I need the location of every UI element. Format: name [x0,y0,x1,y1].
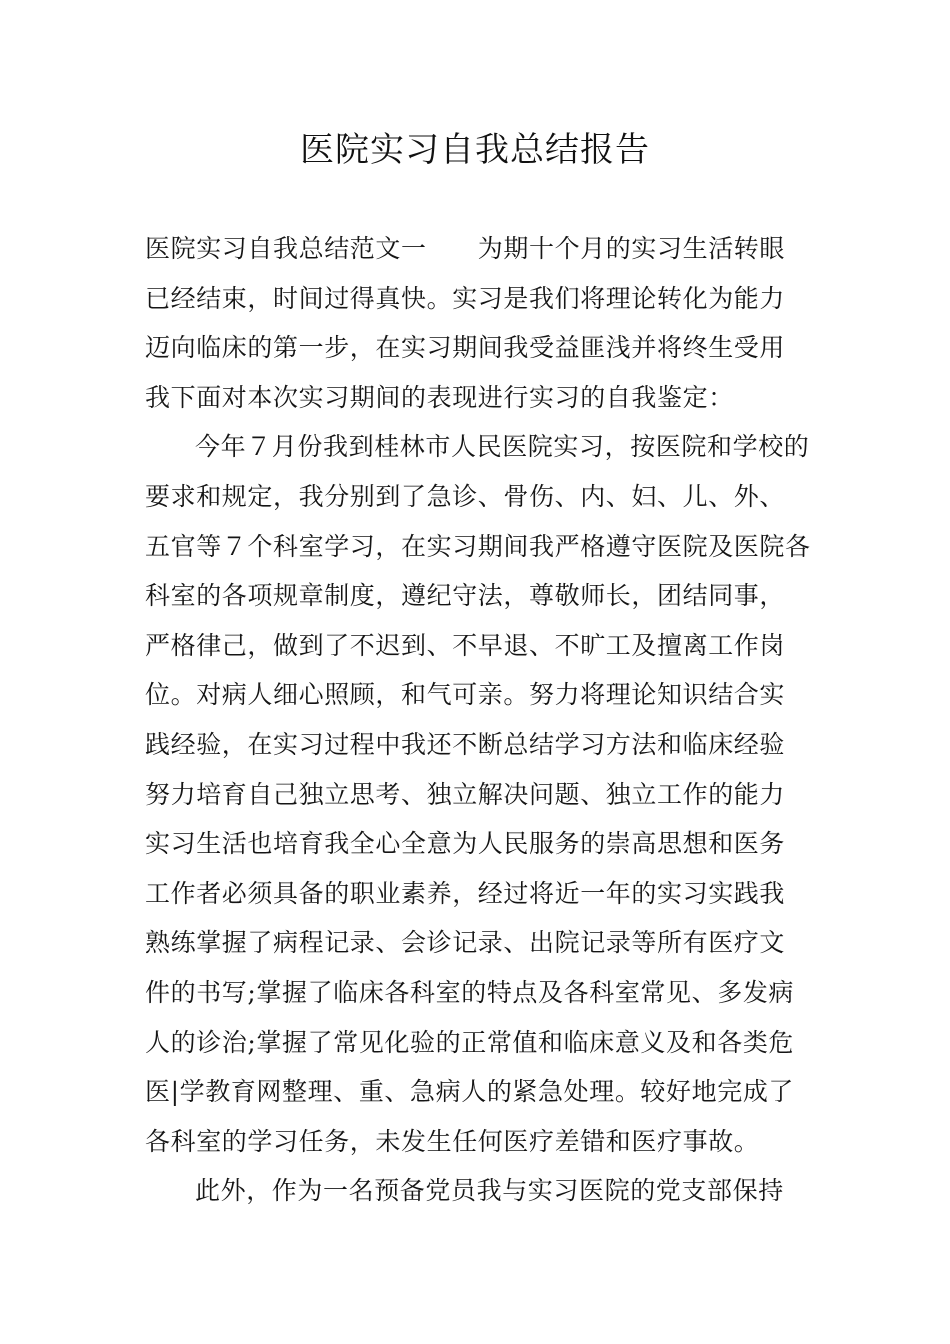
document-title: 医院实习自我总结报告 [300,130,650,170]
text-line: 严格律己，做到了不迟到、不早退、不旷工及擅离工作岗 [145,630,786,660]
paragraph-start-line: 此外，作为一名预备党员我与实习医院的党支部保持 [195,1176,784,1206]
text-line: 迈向临床的第一步，在实习期间我受益匪浅并将终生受用 [145,333,786,363]
text-line: 我下面对本次实习期间的表现进行实习的自我鉴定： [145,382,734,412]
text-line: 努力培育自己独立思考、独立解决问题、独立工作的能力 [145,779,786,809]
text-line: 件的书写;掌握了临床各科室的特点及各科室常见、多发病 [145,977,795,1007]
paragraph-start-line: 今年７月份我到桂林市人民医院实习，按医院和学校的 [195,432,810,462]
text-line: 人的诊治;掌握了常见化验的正常值和临床意义及和各类危 [145,1027,795,1057]
text-line: 各科室的学习任务，未发生任何医疗差错和医疗事故。 [145,1126,760,1156]
text-line: 践经验，在实习过程中我还不断总结学习方法和临床经验 [145,729,786,759]
text-line: 已经结束，时间过得真快。实习是我们将理论转化为能力 [145,283,786,313]
text-line: 工作者必须具备的职业素养，经过将近一年的实习实践我 [145,878,786,908]
text-line: 医|学教育网整理、重、急病人的紧急处理。较好地完成了 [145,1077,795,1107]
document-body [145,224,815,1216]
text-line: 熟练掌握了病程记录、会诊记录、出院记录等所有医疗文 [145,928,786,958]
text-line: 五官等７个科室学习，在实习期间我严格遵守医院及医院各 [145,531,811,561]
text-line: 医院实习自我总结范文一 为期十个月的实习生活转眼 [145,234,786,263]
text-line: 科室的各项规章制度，遵纪守法，尊敬师长，团结同事， [145,581,786,611]
text-line: 要求和规定，我分别到了急诊、骨伤、内、妇、儿、外、 [145,481,786,511]
text-line: 实习生活也培育我全心全意为人民服务的崇高思想和医务 [145,829,786,859]
text-line: 位。对病人细心照顾，和气可亲。努力将理论知识结合实 [145,680,786,710]
